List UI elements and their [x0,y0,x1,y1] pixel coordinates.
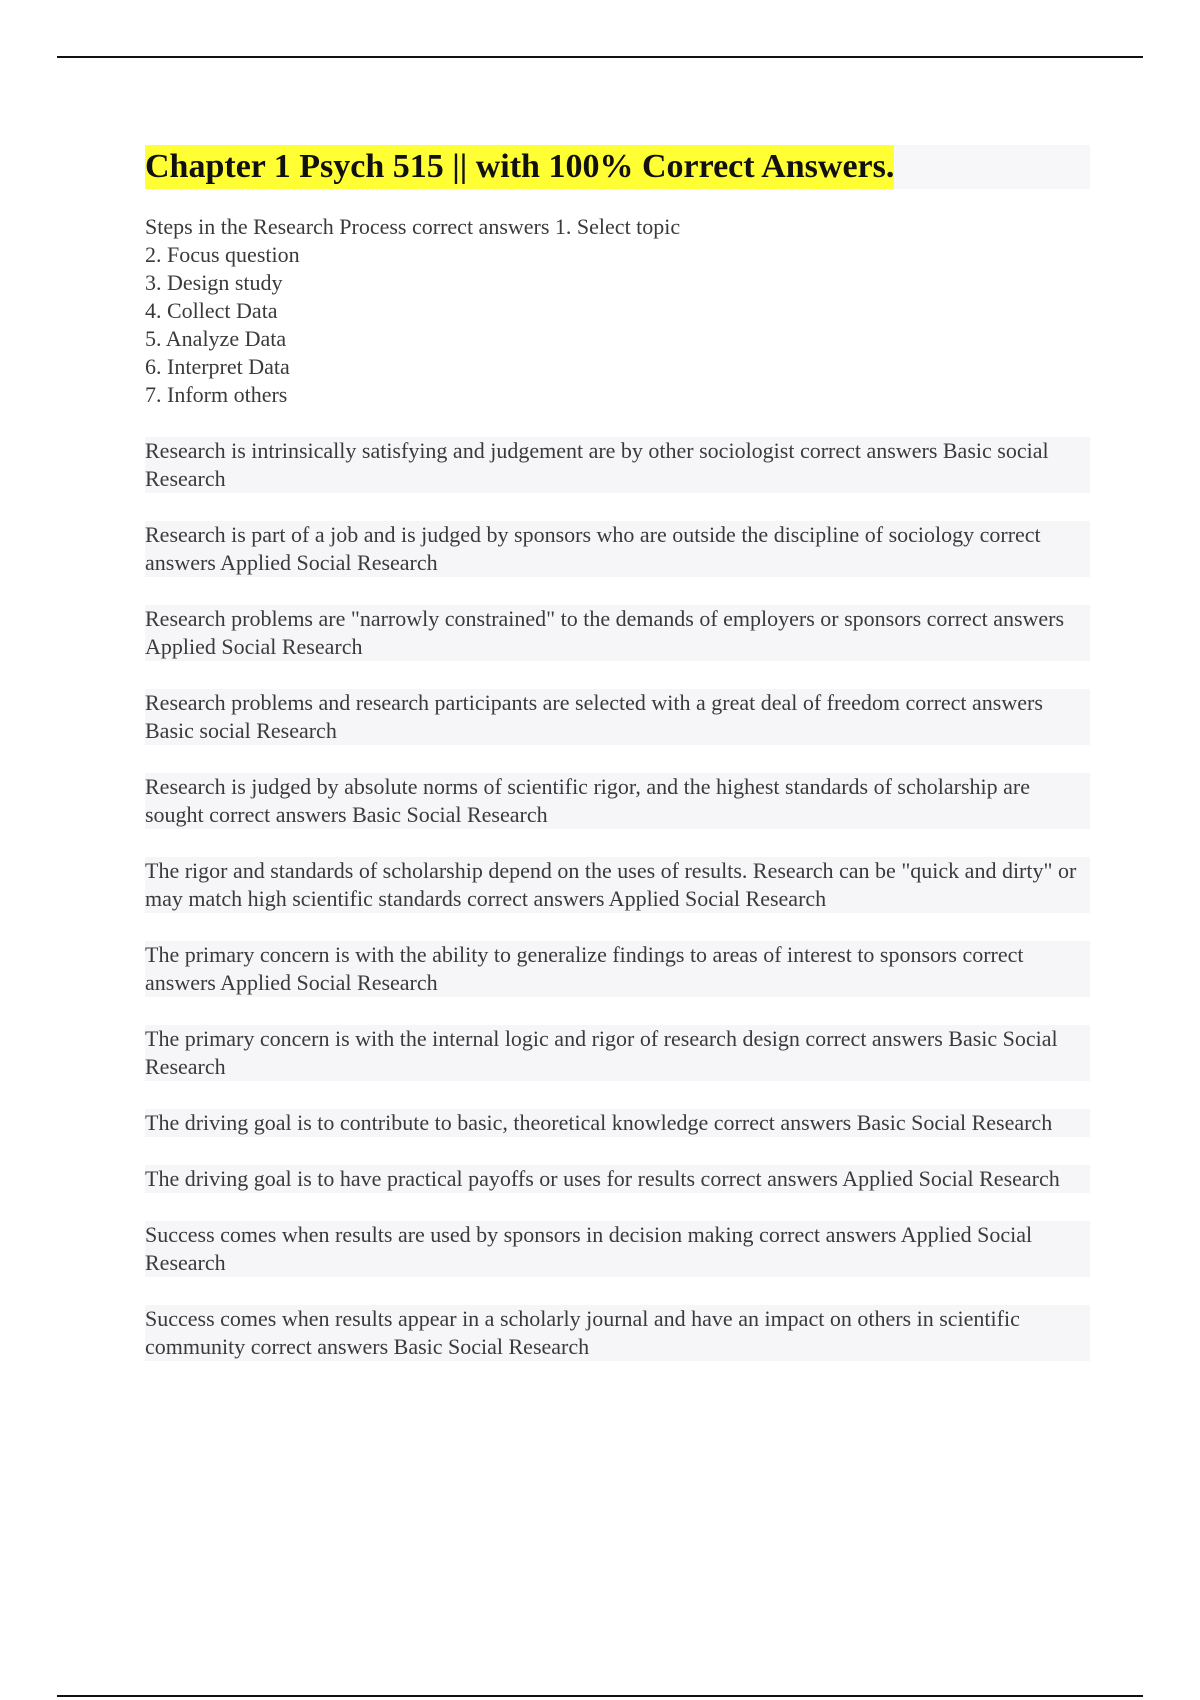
bottom-divider [57,1695,1143,1697]
document-body [145,145,1090,1389]
step-item: 3. Design study [145,270,283,295]
step-item: 5. Analyze Data [145,326,287,351]
qa-item: The primary concern is with the ability to generalize findings to areas of interest to sponsors correct answers Applied Social Research [145,941,1090,997]
qa-item: Success comes when results appear in a scholarly journal and have an impact on others in scientific community correct answers Basic Social Research [145,1305,1090,1361]
qa-item: Research is intrinsically satisfying and judgement are by other sociologist correct answers Basic social Research [145,437,1090,493]
document-title: Chapter 1 Psych 515 || with 100% Correct Answers. [145,145,894,189]
steps-intro: Steps in the Research Process correct answers 1. Select topic [145,214,681,239]
step-item: 4. Collect Data [145,298,278,323]
qa-item: The driving goal is to have practical payoffs or uses for results correct answers Applied Social Research [145,1165,1090,1193]
title-band [145,145,1090,189]
qa-item: The driving goal is to contribute to basic, theoretical knowledge correct answers Basic Social Research [145,1109,1090,1137]
step-item: 7. Inform others [145,382,288,407]
qa-item: The rigor and standards of scholarship depend on the uses of results. Research can be "quick and dirty" or may match high scientific standards correct answers Applied Social Research [145,857,1090,913]
qa-item: Research is judged by absolute norms of scientific rigor, and the highest standards of scholarship are sought correct answers Basic Social Research [145,773,1090,829]
qa-item: The primary concern is with the internal logic and rigor of research design correct answers Basic Social Research [145,1025,1090,1081]
qa-item: Research problems are "narrowly constrained" to the demands of employers or sponsors correct answers Applied Social Research [145,605,1090,661]
qa-item: Success comes when results are used by sponsors in decision making correct answers Applied Social Research [145,1221,1090,1277]
qa-item: Research is part of a job and is judged by sponsors who are outside the discipline of sociology correct answers Applied Social Research [145,521,1090,577]
step-item: 6. Interpret Data [145,354,290,379]
top-divider [57,56,1143,58]
steps-section [145,213,1090,409]
step-item: 2. Focus question [145,242,300,267]
qa-item: Research problems and research participants are selected with a great deal of freedom correct answers Basic social Research [145,689,1090,745]
